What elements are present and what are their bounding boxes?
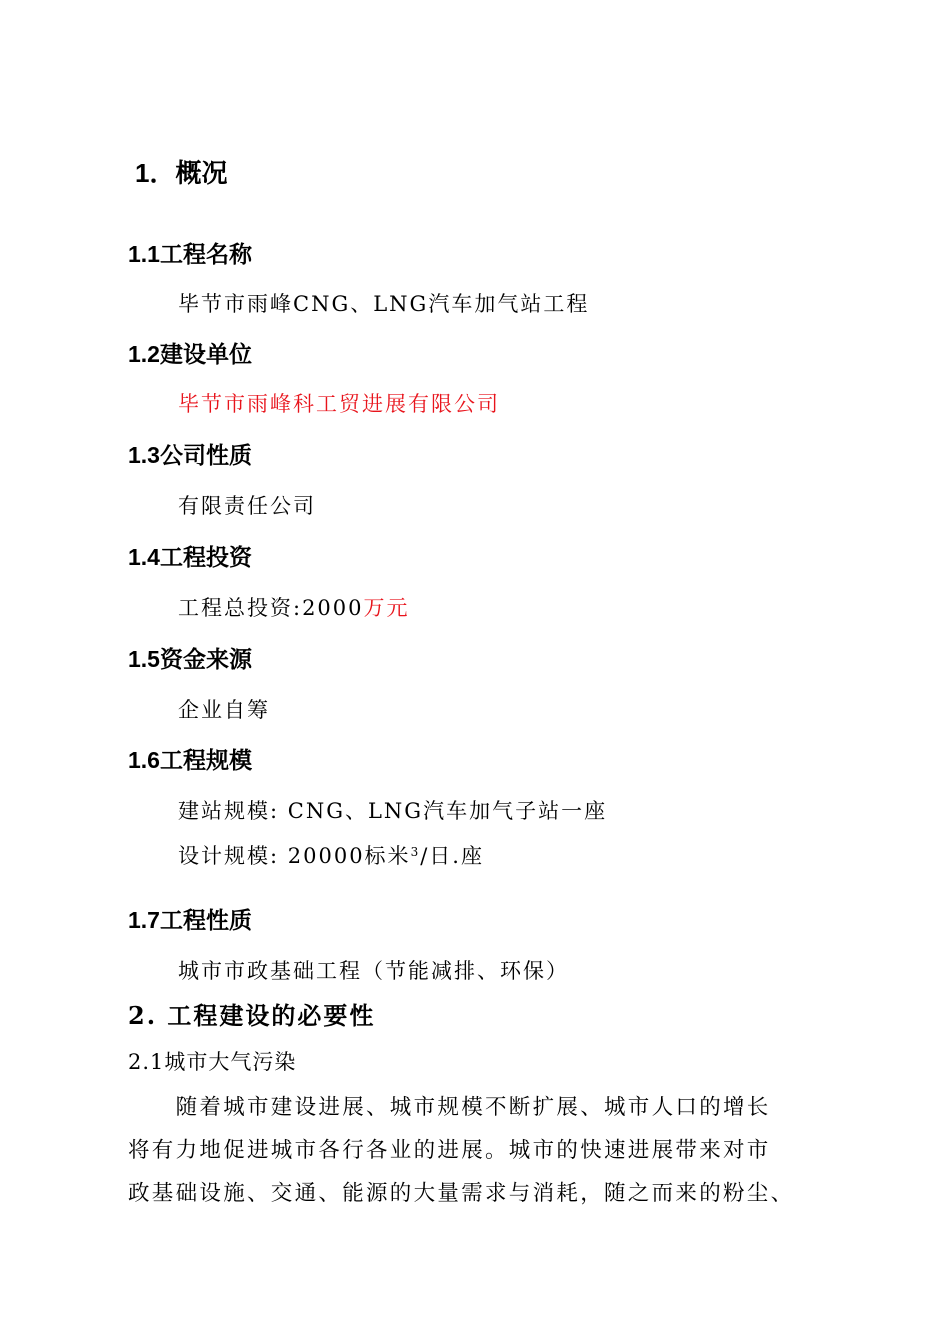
- section-1-6-heading: 1.6工程规模: [128, 747, 252, 773]
- project-nature-text: 城市市政基础工程（节能减排、环保）: [178, 959, 569, 983]
- construction-unit-text: 毕节市雨峰科工贸进展有限公司: [178, 392, 500, 416]
- design-scale-sup: 3: [410, 845, 421, 859]
- investment-unit: 万元: [363, 596, 410, 620]
- design-scale-suffix: /日.座: [420, 844, 484, 868]
- section-2-1-paragraph: [128, 1086, 848, 1215]
- investment-text: [178, 594, 410, 622]
- paragraph-line: 政基础设施、交通、能源的大量需求与消耗，随之而来的粉尘、: [128, 1181, 795, 1206]
- design-scale-text: [178, 842, 484, 870]
- paragraph-line: 随着城市建设进展、城市规模不断扩展、城市人口的增长: [128, 1095, 771, 1120]
- section-1-4-heading: 1.4工程投资: [128, 544, 252, 570]
- section-2-1-heading: 2.1城市大气污染: [128, 1050, 297, 1074]
- section-1-1-heading: 1.1工程名称: [128, 241, 252, 267]
- section-1-7-heading: 1.7工程性质: [128, 907, 252, 933]
- section-1-5-heading: 1.5资金来源: [128, 646, 252, 672]
- section-1-3-heading: 1.3公司性质: [128, 442, 252, 468]
- investment-amount: 工程总投资:2000: [178, 596, 364, 620]
- paragraph-line: 将有力地促进城市各行各业的进展。城市的快速进展带来对市: [128, 1138, 771, 1163]
- section-1-heading: 1．概况: [135, 158, 228, 188]
- project-name-text: 毕节市雨峰CNG、LNG汽车加气站工程: [178, 292, 590, 316]
- section-2-heading: 2. 工程建设的必要性: [128, 1001, 376, 1030]
- company-nature-text: 有限责任公司: [178, 494, 316, 518]
- section-1-2-heading: 1.2建设单位: [128, 341, 252, 367]
- funding-source-text: 企业自筹: [178, 698, 270, 722]
- station-scale-text: 建站规模: CNG、LNG汽车加气子站一座: [178, 799, 608, 823]
- design-scale-prefix: 设计规模: 20000标米: [178, 844, 411, 868]
